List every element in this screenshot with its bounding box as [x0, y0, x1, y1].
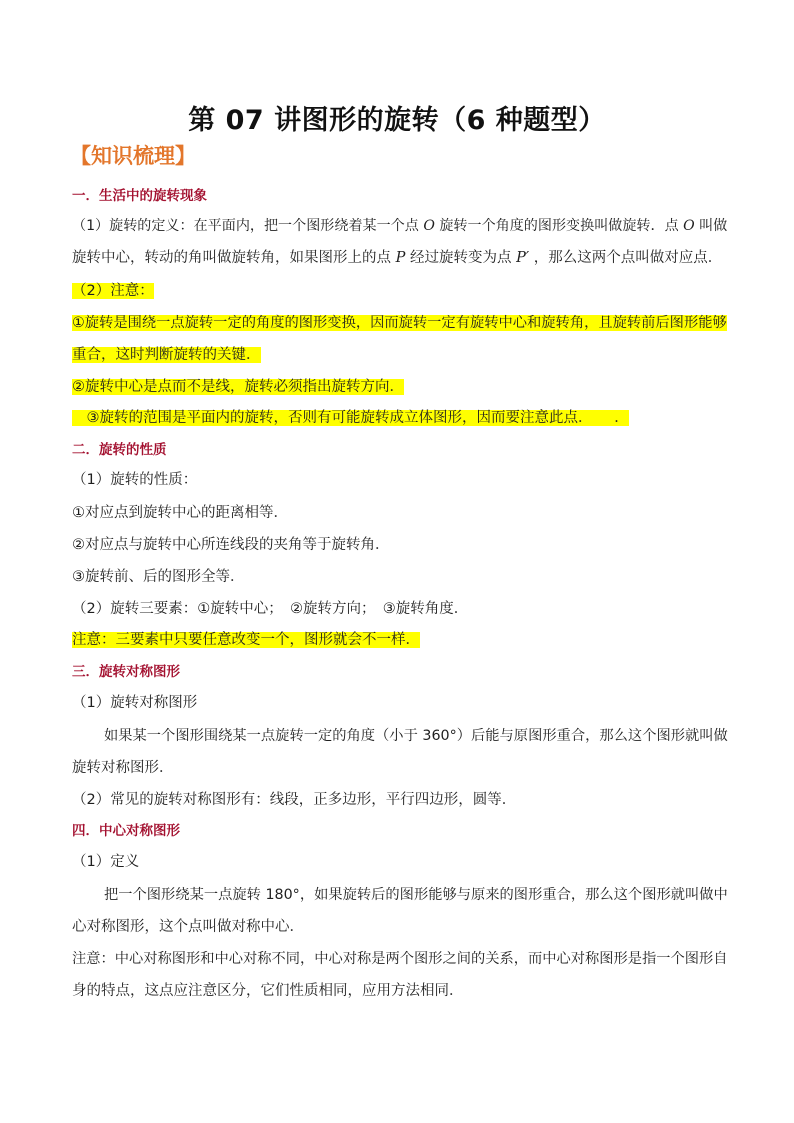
s1-note-1-line-2: 重合，这时判断旋转的关键． [72, 347, 261, 363]
page-title: 第 07 讲图形的旋转（6 种题型） [188, 105, 606, 136]
s2-note: 注意：三要素中只要任意改变一个，图形就会不一样． [72, 632, 420, 648]
s3-definition-line-2: 旋转对称图形． [72, 760, 174, 776]
s4-note-line-2: 身的特点，这点应注意区分，它们性质相同，应用方法相同． [72, 983, 464, 999]
s3-definition-line-1: 如果某一个图形围绕某一点旋转一定的角度（小于 360°）后能与原图形重合，那么这个图形就叫做 [104, 728, 728, 744]
s4-definition-line-2: 心对称图形，这个点叫做对称中心． [72, 919, 304, 935]
s1-note-label: （2）注意： [72, 283, 154, 299]
s2-property-1: ①对应点到旋转中心的距离相等． [72, 505, 288, 521]
s4-note-line-1: 注意：中心对称图形和中心对称不同，中心对称是两个图形之间的关系，而中心对称图形是指一个图形自 [72, 951, 728, 967]
section-1-heading: 一．生活中的旋转现象 [72, 188, 207, 204]
s3-common-figures: （2）常见的旋转对称图形有：线段，正多边形，平行四边形，圆等． [72, 792, 517, 808]
s1-note-3: ③旋转的范围是平面内的旋转，否则有可能旋转成立体图形，因而要注意此点． ． [72, 410, 629, 426]
s1-definition-line-1: （1）旋转的定义：在平面内，把一个图形绕着某一个点 O 旋转一个角度的图形变换叫做旋转．点 O 叫做 [72, 218, 728, 234]
s2-property-label: （1）旋转的性质： [72, 472, 198, 488]
s1-note-1-line-1: ①旋转是围绕一点旋转一定的角度的图形变换，因而旋转一定有旋转中心和旋转角，且旋转前后图形能够 [72, 315, 727, 331]
s4-definition-line-1: 把一个图形绕某一点旋转 180°，如果旋转后的图形能够与原来的图形重合，那么这个图形就叫做中 [104, 887, 728, 903]
s2-property-2: ②对应点与旋转中心所连线段的夹角等于旋转角． [72, 537, 390, 553]
s2-property-3: ③旋转前、后的图形全等． [72, 569, 245, 585]
s3-label: （1）旋转对称图形 [72, 695, 198, 711]
s1-note-2: ②旋转中心是点而不是线，旋转必须指出旋转方向． [72, 379, 404, 395]
section-4-heading: 四．中心对称图形 [72, 823, 180, 839]
section-3-heading: 三．旋转对称图形 [72, 664, 180, 680]
s2-three-elements: （2）旋转三要素：①旋转中心； ②旋转方向； ③旋转角度． [72, 601, 469, 617]
s1-definition-line-2: 旋转中心，转动的角叫做旋转角，如果图形上的点 P 经过旋转变为点 P′ ，那么这两个点叫做对应点． [72, 250, 723, 266]
s4-label: （1）定义 [72, 854, 140, 870]
knowledge-header: 【知识梳理】 [70, 144, 196, 168]
section-2-heading: 二．旋转的性质 [72, 442, 167, 458]
